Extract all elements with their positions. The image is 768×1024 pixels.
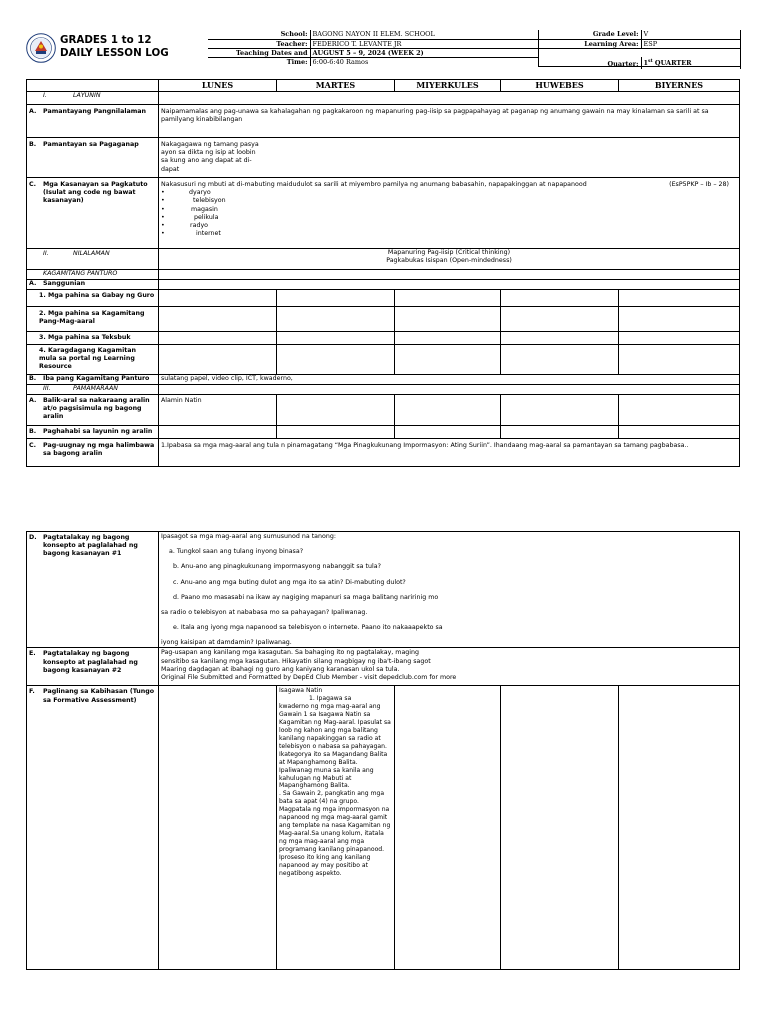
- nilalaman-content: [159, 249, 740, 270]
- nilalaman-section: [27, 249, 159, 270]
- mga-kasanayan-label: C. Mga Kasanayan sa Pagkatuto (Isulat ang code ng bawat kasanayan): [27, 178, 159, 249]
- learning-area-label: Learning Area:: [538, 39, 641, 48]
- e-line-3: Maaring dagdagan at ibahagi ng guro ang kaniyang karanasan ukol sa tula.: [161, 665, 400, 673]
- bullet-item: radyo: [190, 221, 209, 229]
- question-e-line-2: iyong kaisipan at damdamin? Ipaliwanag.: [161, 639, 292, 647]
- layunin-roman: I.: [43, 92, 47, 99]
- quarter-suffix: st: [648, 59, 653, 64]
- grade-level-value: V: [641, 30, 740, 39]
- sanggunian-label: A. Sanggunian: [27, 280, 159, 290]
- kagamitang-panturo-heading: KAGAMITANG PANTURO: [27, 270, 159, 280]
- question-e-line-1: e. Itala ang iyong mga napanood sa telebisyon o internete. Paano ito nakaaapekto sa: [173, 624, 443, 632]
- ref-kagamitang-pang-mag-aaral: 2. Mga pahina sa Kagamitang Pang-Mag-aaral: [27, 307, 159, 332]
- day-header-miyerkules: MIYERKULES: [395, 80, 501, 92]
- question-b: b. Anu-ano ang pinagkukunang impormasyong nabanggit sa tula?: [173, 563, 381, 571]
- teaching-dates-value: AUGUST 5 – 9, 2024 (WEEK 2): [310, 48, 538, 57]
- pamamaraan-roman: III.: [43, 385, 51, 392]
- question-d-line-1: d. Paano mo masasabi na ikaw ay nagiging mapanuri sa maga balitang naririnig mo: [173, 593, 439, 601]
- time-label: Time:: [208, 57, 310, 66]
- bullet-item: dyaryo: [189, 189, 211, 197]
- paglinang-content: [277, 686, 395, 970]
- learning-area-value: ESP: [641, 39, 740, 48]
- pagtatalakay-1-content: [159, 532, 740, 648]
- pamantayan-sa-pagaganap-label: B. Pamantayan sa Pagaganap: [27, 138, 159, 178]
- e-line-2: sensitibo sa kanilang mga kasagutan. Hikayatin silang magbigay ng iba't-ibang sagot: [161, 657, 431, 665]
- grade-level-label: Grade Level:: [538, 30, 641, 39]
- iba-pang-kagamitan-content: sulatang papel, video clip, ICT, kwaderno,: [159, 375, 740, 385]
- pagtatalakay-2-content: [159, 648, 740, 686]
- d-intro: Ipasagot sa mga mag-aaral ang sumusunod na tanong:: [161, 533, 336, 540]
- teacher-value: FEDERICO T. LEVANTE JR: [310, 39, 538, 48]
- day-header-lunes: LUNES: [159, 80, 277, 92]
- bullet-item: pelikula: [194, 213, 219, 221]
- pamantayang-pangnilalaman-label: A. Pamantayang Pangnilalaman: [27, 105, 159, 138]
- layunin-title: LAYUNIN: [73, 92, 101, 99]
- kasanayan-text: Nakasusuri ng mbuti at di-mabuting maidudulot sa sarili at miyembro pamilya ng anumang babasahin, napapakinggan at napapanood: [161, 181, 587, 188]
- bullet-item: magasin: [191, 205, 218, 213]
- bullet-item: telebisyon: [193, 197, 226, 205]
- question-d-line-2: sa radio o telebisyon at nababasa mo sa pahayagan? Ipaliwanag.: [161, 608, 368, 616]
- e-line-1: Pag-usapan ang kanilang mga kasagutan. Sa bahaging ito ng pagtalakay, maging: [161, 649, 420, 657]
- corner-cell: [27, 80, 159, 92]
- question-c: c. Anu-ano ang mga buting dulot ang mga ito sa atin? Di-mabuting dulot?: [173, 578, 406, 586]
- nilalaman-line-1: Mapanuring Pag-iisip (Critical thinking): [387, 249, 511, 256]
- day-header-biyernes: BIYERNES: [619, 80, 740, 92]
- title-line-2: DAILY LESSON LOG: [60, 47, 169, 59]
- nilalaman-roman: II.: [43, 250, 49, 257]
- balik-aral-content: Alamin Natin: [159, 395, 277, 426]
- ref-teksbuk: 3. Mga pahina sa Teksbuk: [27, 332, 159, 345]
- pamamaraan-title: PAMAMARAAN: [73, 385, 118, 392]
- pamantayang-pangnilalaman-content: Naipamamalas ang pag-unawa sa kahalagahan ng pagkakaroon ng mapanuring pag-iisip sa pagpapahayag at paganap ng anumang gawain na may kinalaman sa sarili at sa pamilyang kinabibilangan: [159, 105, 740, 138]
- nilalaman-title: NILALAMAN: [73, 250, 110, 257]
- pamantayan-sa-pagaganap-content: Nakagagawa ng tamang pasya ayon sa dikta ng isip at loobin sa kung ano ang dapat at di-dapat: [161, 141, 259, 173]
- isagawa-title: Isagawa Natin: [279, 687, 323, 695]
- quarter-text: QUARTER: [652, 59, 692, 67]
- quarter-label: Quarter:: [538, 57, 641, 69]
- lesson-log-table-page-1: [26, 79, 740, 467]
- ref-gabay-ng-guro: 1. Mga pahina sa Gabay ng Guro: [27, 290, 159, 307]
- gawain-1-text: kwaderno ng mga mag-aaral ang Gawain 1 sa Isagawa Natin sa Kagamitan ng Mag-aaral. Ipasulat sa loob ng kahon ang mga balitang kanilang napakinggan sa radio at telebisyon o nabasa sa pahayagan. Ikategorya ito sa Magandang Balita at Mapanghamong Balita. Ipaliwanag muna sa kanila ang kahulugan ng Mabuti at Mapanghamong Balita.: [279, 703, 391, 790]
- paghahabi-label: B. Paghahabi sa layunin ng aralin: [27, 426, 159, 439]
- teaching-dates-label: Teaching Dates and: [208, 48, 310, 57]
- paglinang-label: F. Paglinang sa Kabihasan (Tungo sa Formative Assessment): [27, 686, 159, 970]
- bullet-item: internet: [196, 230, 221, 238]
- pagtatalakay-2-label: E. Pagtatalakay ng bagong konsepto at paglalahad ng bagong kasanayan #2: [27, 648, 159, 686]
- time-value: 6:00-6:40 Ramos: [310, 57, 538, 66]
- pag-uugnay-label: C. Pag-uugnay ng mga halimbawa sa bagong aralin: [27, 439, 159, 467]
- lesson-log-table-page-2: [26, 531, 740, 970]
- nilalaman-line-2: Pagkabukas Isispan (Open-mindedness): [386, 257, 512, 265]
- iba-pang-kagamitan-label: B. Iba pang Kagamitang Panturo: [27, 375, 159, 385]
- gawain-1-first: 1. Ipagawa sa: [309, 695, 352, 703]
- layunin-section: [27, 92, 159, 105]
- balik-aral-label: A. Balik-aral sa nakaraang aralin at/o pagsisimula ng bagong aralin: [27, 395, 159, 426]
- mga-kasanayan-content: Nakasusuri ng mbuti at di-mabuting maidudulot sa sarili at miyembro pamilya ng anumang babasahin, napapakinggan at napapanood (EsP5PKP – Ib – 28) • dyaryo • telebisyon • magasin • pelikula • radyo • internet: [159, 178, 740, 249]
- day-header-martes: MARTES: [277, 80, 395, 92]
- kasanayan-code: (EsP5PKP – Ib – 28): [669, 181, 729, 188]
- quarter-row: [538, 57, 741, 69]
- quarter-value: [641, 57, 740, 69]
- gawain-2-text: . Sa Gawain 2, pangkatin ang mga bata sa apat (4) na grupo. Magpatala ng mga impormasyon na napanood ng mga mag-aaral gamit ang template na nasa Kagamitan ng Mag-aaral.Sa unang kolum, itatala ng mga mag-aaral ang mga programang kanilang pinapanood. Iproseso ito king ang kanilang napanood ay may positibo at negatibong aspekto.: [279, 790, 391, 877]
- teacher-label: Teacher:: [208, 39, 310, 48]
- depedclub-credit: Original File Submitted and Formatted by DepEd Club Member - visit depedclub.com for more: [161, 673, 457, 681]
- day-header-huwebes: HUWEBES: [501, 80, 619, 92]
- ref-learning-resource: 4. Karagdagang Kagamitan mula sa portal ng Learning Resource: [27, 345, 159, 375]
- question-a: a. Tungkol saan ang tulang inyong binasa?: [169, 548, 304, 556]
- title-line-1: GRADES 1 to 12: [60, 34, 152, 46]
- pamamaraan-section: [27, 385, 159, 395]
- pag-uugnay-content: 1.Ipabasa sa mga mag-aaral ang tula n pinamagatang “Mga Pinagkukunang Impormasyon: Ating Suriin”. Ihandaang mag-aaral sa pamantayan sa tamang pagbabasa..: [159, 439, 740, 467]
- pagtatalakay-1-label: D. Pagtatalakay ng bagong konsepto at paglalahad ng bagong kasanayan #1: [27, 532, 159, 648]
- school-label: School:: [208, 30, 310, 39]
- deped-seal-logo: [26, 33, 56, 63]
- quarter-number: 1: [643, 59, 649, 67]
- school-value: BAGONG NAYON II ELEM. SCHOOL: [310, 30, 538, 39]
